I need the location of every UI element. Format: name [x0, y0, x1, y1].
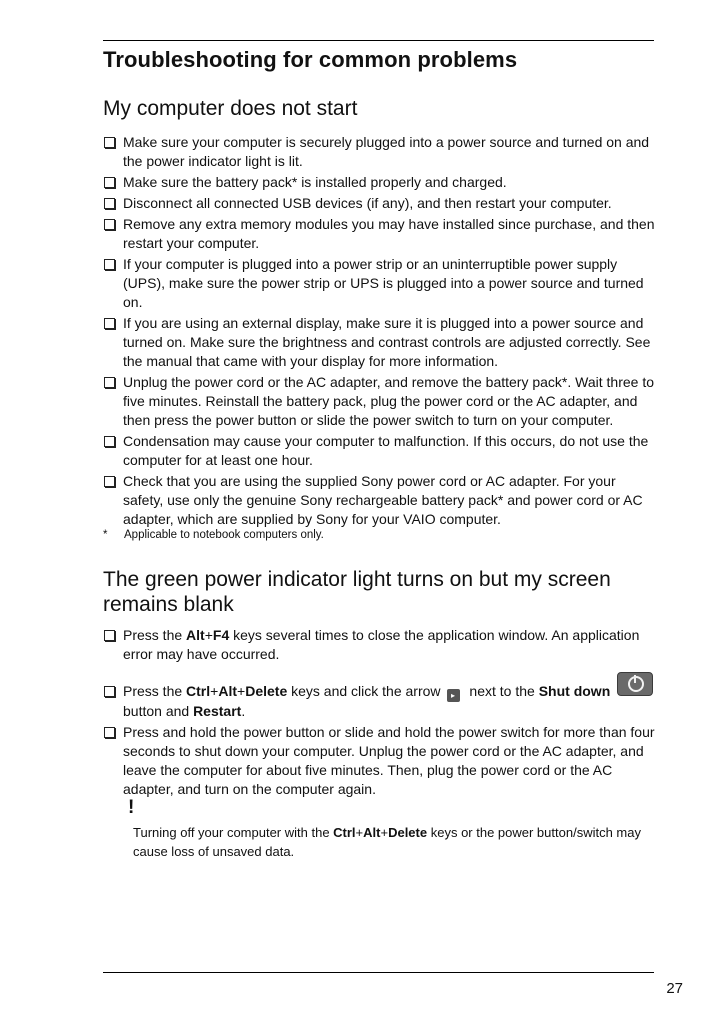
list-item: Press the Alt+F4 keys several times to close the application window. An application error may have occurred. [103, 626, 655, 664]
arrow-icon: ▸ [447, 689, 460, 702]
list-item: Press and hold the power button or slide and hold the power switch for more than four seconds to shut down your computer. Unplug the power cord or the AC adapter, and leave the computer for about five minutes. Then, plug the power cord or the AC adapter, and turn on the computer again. [103, 723, 655, 799]
checkbox-icon [104, 727, 115, 738]
list-item: Disconnect all connected USB devices (if any), and then restart your computer. [103, 194, 655, 213]
bottom-rule [103, 972, 654, 973]
checkbox-icon [104, 318, 115, 329]
page-title: Troubleshooting for common problems [103, 47, 518, 72]
checkbox-icon [104, 436, 115, 447]
footnote: * Applicable to notebook computers only. [103, 529, 324, 541]
checkbox-icon [104, 219, 115, 230]
list-item: Condensation may cause your computer to malfunction. If this occurs, do not use the computer for at least one hour. [103, 432, 655, 470]
checklist-blank-screen-a [103, 626, 655, 666]
checkbox-icon [104, 137, 115, 148]
section-heading-not-start: My computer does not start [103, 97, 358, 120]
checkbox-icon [104, 476, 115, 487]
top-rule [103, 40, 654, 41]
checkbox-icon [104, 377, 115, 388]
shutdown-button-icon [617, 672, 653, 696]
checkbox-icon [104, 177, 115, 188]
checklist-blank-screen-b [103, 682, 655, 801]
list-item: Press the Ctrl+Alt+Delete keys and click the arrow ▸ next to the Shut down button and Restart. [103, 682, 655, 721]
checkbox-icon [104, 259, 115, 270]
checkbox-icon [104, 630, 115, 641]
page-number: 27 [666, 980, 683, 997]
list-item: If you are using an external display, make sure it is plugged into a power source and turned on. Make sure the brightness and contrast controls are adjusted correctly. See the manual that came with your display for more information. [103, 314, 655, 371]
list-item: Check that you are using the supplied Sony power cord or AC adapter. For your safety, use only the genuine Sony rechargeable battery pack* and power cord or AC adapter, which are supplied by Sony for your VAIO computer. [103, 472, 655, 529]
list-item: Remove any extra memory modules you may have installed since purchase, and then restart your computer. [103, 215, 655, 253]
warning-icon: ! [128, 797, 135, 818]
section-heading-blank-screen: The green power indicator light turns on but my screen remains blank [103, 568, 611, 616]
list-item: If your computer is plugged into a power strip or an uninterruptible power supply (UPS), make sure the power strip or UPS is plugged into a power source and turned on. [103, 255, 655, 312]
warning-text: Turning off your computer with the Ctrl+Alt+Delete keys or the power button/switch may cause loss of unsaved data. [133, 825, 641, 859]
list-item: Make sure your computer is securely plugged into a power source and turned on and the power indicator light is lit. [103, 133, 655, 171]
list-item: Unplug the power cord or the AC adapter, and remove the battery pack*. Wait three to five minutes. Reinstall the battery pack, plug the power cord or the AC adapter, and then press the power button or slide the power switch to turn on your computer. [103, 373, 655, 430]
checkbox-icon [104, 198, 115, 209]
checklist-not-start [103, 133, 655, 531]
checkbox-icon [104, 686, 115, 697]
list-item: Make sure the battery pack* is installed properly and charged. [103, 173, 655, 192]
